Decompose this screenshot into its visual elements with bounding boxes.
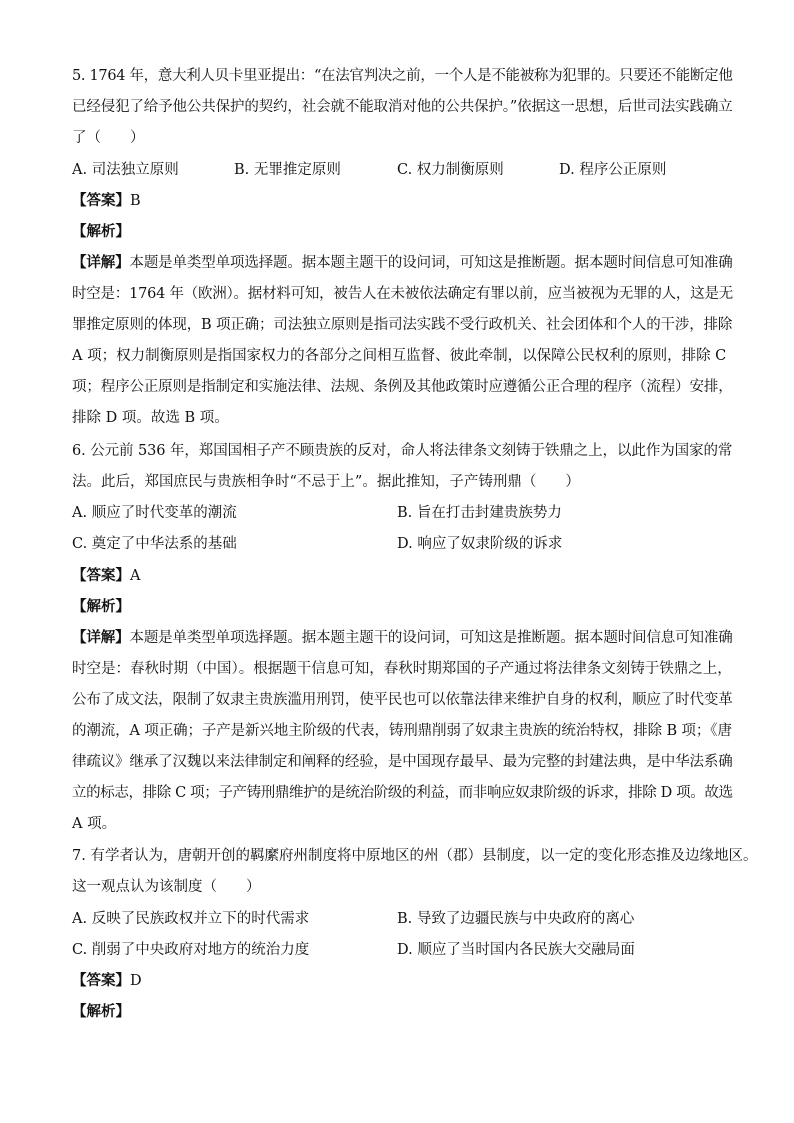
q5-analysis-heading [72,222,732,242]
analysis-label: 【解析】 [72,224,130,240]
q6-detail-line-3: 公布了成文法，限制了奴隶主贵族滥用刑罚，使平民也可以依靠法律来维护自身的权利，顺应了时代变革 [72,692,733,708]
q5-stem-line-3: 了（ ） [72,130,145,146]
q7-option-d: D. 顺应了当时国内各民族大交融局面 [397,942,635,958]
q5-option-c: C. 权力制衡原则 [397,162,504,178]
q6-option-d: D. 响应了奴隶阶级的诉求 [397,536,563,552]
q5-detail-line-6: 排除 D 项。故选 B 项。 [72,410,229,426]
detail-label: 【详解】 [72,630,130,646]
answer-label: 【答案】 [72,568,130,584]
q6-detail-line-6: 立的标志，排除 C 项；子产铸刑鼎维护的是统治阶级的利益，而非响应奴隶阶级的诉求，排除 D 项。故选 [72,785,733,801]
q6-analysis-heading [72,597,732,617]
answer-value: A [130,568,141,584]
detail-text: 本题是单类型单项选择题。据本题主题干的设问词，可知这是推断题。据本题时间信息可知准确 [129,255,733,271]
detail-label: 【详解】 [72,255,130,271]
q5-detail-line-4: A 项；权力制衡原则是指国家权力的各部分之间相互监督、彼此牵制，以保障公民权利的原则，排除 C [72,348,727,364]
q6-detail-line-4: 的潮流，A 项正确；子产是新兴地主阶级的代表，铸刑鼎削弱了奴隶主贵族的统治特权，排除 B 项；《唐 [72,723,732,739]
q6-detail-line-7: A 项。 [72,816,117,832]
q6-option-c: C. 奠定了中华法系的基础 [72,536,237,552]
q5-detail-line-1 [72,253,732,273]
q6-stem-line-1: 6. 公元前 536 年，郑国国相子产不顾贵族的反对，命人将法律条文刻铸于铁鼎之上，以此作为国家的常 [72,443,733,459]
q5-detail-line-3: 罪推定原则的体现，B 项正确；司法独立原则是指司法实践不受行政机关、社会团体和个人的干涉，排除 [72,317,733,333]
q5-option-d: D. 程序公正原则 [559,162,667,178]
detail-text: 本题是单类型单项选择题。据本题主题干的设问词，可知这是推断题。据本题时间信息可知准确 [129,630,733,646]
q7-option-b: B. 导致了边疆民族与中央政府的离心 [397,911,635,927]
q5-answer [72,191,732,211]
q6-detail-line-1 [72,628,732,648]
q5-detail-line-5: 项；程序公正原则是指制定和实施法律、法规、条例及其他政策时应遵循公正合理的程序（流程）安排， [72,379,733,395]
q7-analysis-heading [72,1002,732,1022]
q6-option-b: B. 旨在打击封建贵族势力 [397,505,562,521]
q7-option-a: A. 反映了民族政权并立下的时代需求 [72,911,310,927]
q5-option-b: B. 无罪推定原则 [234,162,341,178]
answer-value: D [130,973,142,989]
q6-detail-line-5: 律疏议》继承了汉魏以来法律制定和阐释的经验，是中国现存最早、最为完整的封建法典，是中华法系确 [72,754,733,770]
q7-stem-line-2: 这一观点认为该制度（ ） [72,879,261,895]
q6-answer [72,566,732,586]
q7-stem-line-1: 7. 有学者认为，唐朝开创的羁縻府州制度将中原地区的州（郡）县制度，以一定的变化形态推及边缘地区。 [72,848,758,864]
answer-label: 【答案】 [72,193,130,209]
q5-detail-line-2: 时空是：1764 年（欧洲）。据材料可知，被告人在未被依法确定有罪以前，应当被视为无罪的人，这是无 [72,286,733,302]
analysis-label: 【解析】 [72,599,130,615]
q7-option-c: C. 削弱了中央政府对地方的统治力度 [72,942,310,958]
q5-stem-line-1: 5. 1764 年，意大利人贝卡里亚提出：“在法官判决之前，一个人是不能被称为犯罪的。只要还不能断定他 [72,68,733,84]
q6-stem-line-2: 法。此后，郑国庶民与贵族相争时“不忌于上”。据此推知，子产铸刑鼎（ ） [72,474,580,490]
answer-value: B [130,193,141,209]
answer-label: 【答案】 [72,973,130,989]
q5-stem-line-2: 已经侵犯了给予他公共保护的契约，社会就不能取消对他的公共保护。”依据这一思想，后世司法实践确立 [72,99,733,115]
q6-option-a: A. 顺应了时代变革的潮流 [72,505,237,521]
q7-answer [72,971,732,991]
q6-detail-line-2: 时空是：春秋时期（中国）。根据题干信息可知，春秋时期郑国的子产通过将法律条文刻铸于铁鼎之上， [72,661,732,677]
q5-option-a: A. 司法独立原则 [72,162,179,178]
analysis-label: 【解析】 [72,1004,130,1020]
